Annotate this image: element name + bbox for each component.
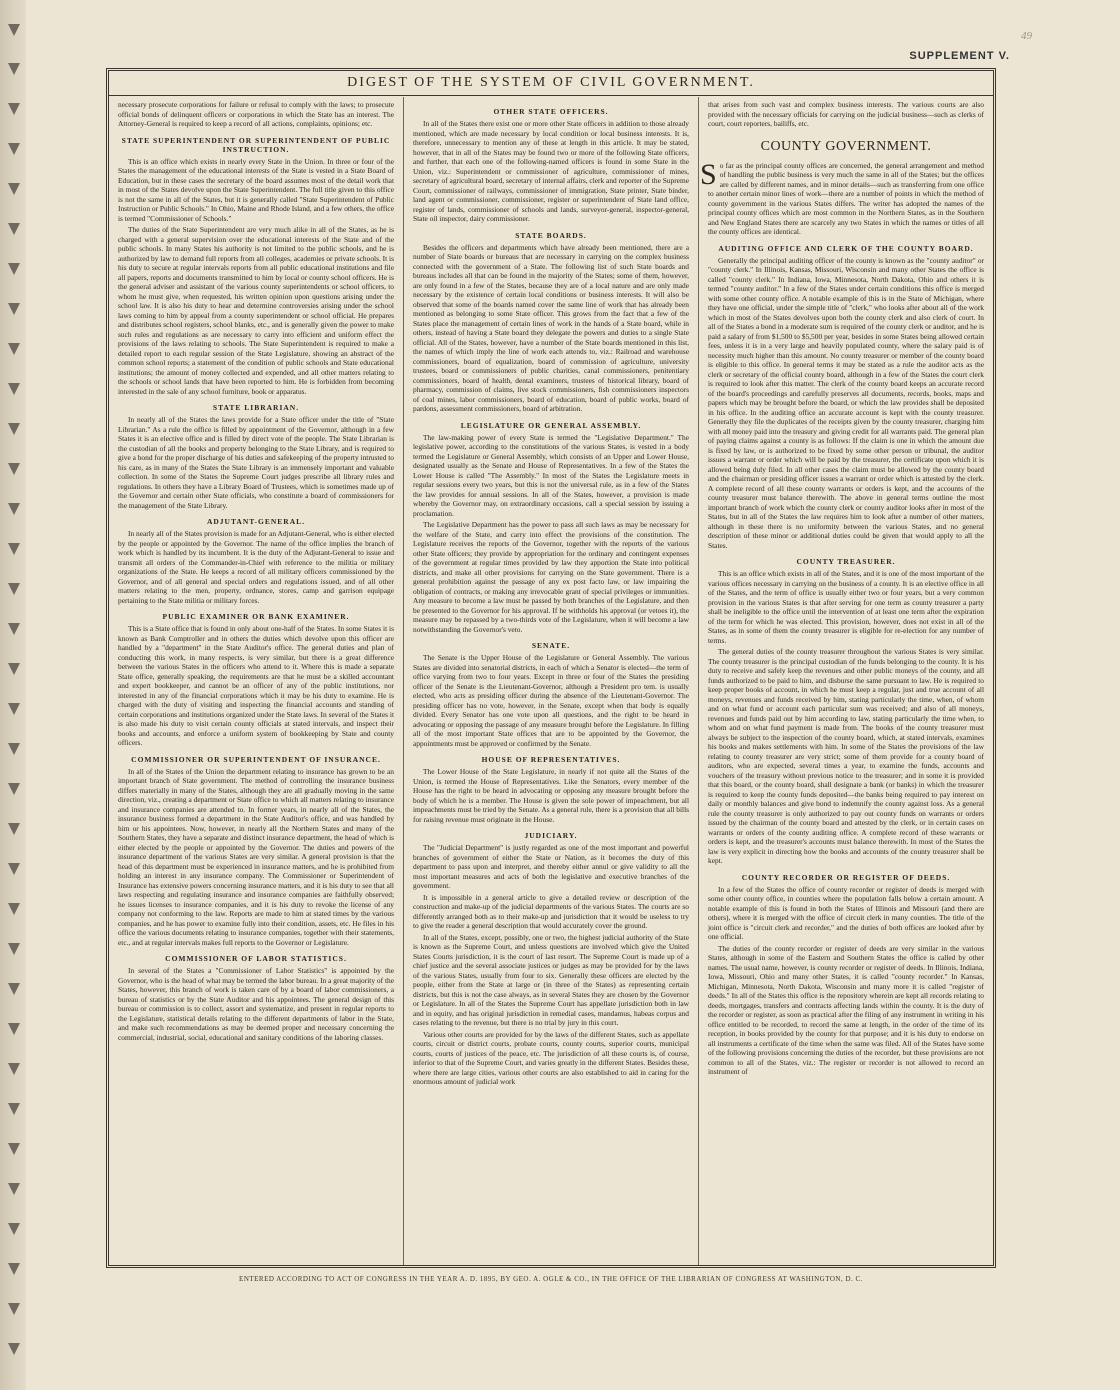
binding-ring (8, 383, 20, 395)
binding-ring (8, 1343, 20, 1355)
binding-strip (0, 0, 26, 1390)
binding-ring (8, 1023, 20, 1035)
section-heading: COMMISSIONER OF LABOR STATISTICS. (165, 954, 347, 963)
paragraph: In all of the States of the Union the department relating to insurance has grown to be an important branch of State government. The method of controlling the insurance business differs materially in many of the States, although they are all gradually moving in the same direction, viz., creating a department or State office to which all matters relating to insurance and insurance companies are attended to. In former years, in nearly all of the States, the insurance business formed a department in the State Auditor's office, and was handled by him or his appointees. Now, however, in nearly all the Northern States and many of the Southern States, they have a separate and distinct insurance department, the head of which is either elected by the people or appointed by the Governor. The duties and powers of the insurance department of the various States are very similar. A general provision is that the head of this department must be experienced in insurance matters, and he is prohibited from holding an interest in any insurance company. The Commissioner or Superintendent of Insurance has extensive powers concerning insurance matters, and it is his duty to see that all laws respecting and regulating insurance and insurance companies are faithfully observed; he issues licenses to insurance companies, and it is his duty to revoke the license of any company not conforming to the law. Reports are made to him at stated times by the various companies, and he has power to examine fully into their condition, assets, etc. He files in his office the various documents relating to insurance companies, together with their statements, etc., and at regular intervals makes full reports to the Governor or Legislature. (118, 766, 394, 947)
column-2 (403, 97, 698, 1265)
binding-ring (8, 143, 20, 155)
paragraph: that arises from such vast and complex business interests. The various courts are also provided with the necessary officials for carrying on the judicial business—such as clerks of court, court reporters, bailiffs, etc. (708, 100, 984, 128)
column-3 (698, 97, 993, 1265)
paragraph: This is a State office that is found in only about one-half of the States. In some States it is known as Bank Comptroller and in others the duties which devolve upon this officer are handled by a "department" in the State Auditor's office. The general duties and plan of conducting this work, in many respects, is very similar, but there is a great difference between the various States in the officers who attend to it. Where this is made a separate State office, generally speaking, the requirements are that he must be a skilled accountant and expert bookkeeper, and cannot be an officer of any of the public institutions, nor interested in any of the financial corporations which it may be his duty to examine. He is charged with the duty of visiting and inspecting the financial accounts and standing of certain corporations and institutions organized under the State laws. In several of the States it is also made his duty to visit certain county officials at stated intervals, and inspect their books and accounts, and enforce a uniform system of bookkeeping by State and county officers. (118, 624, 394, 747)
paragraph: The law-making power of every State is termed the "Legislative Department." The legislative power, according to the constitutions of the various States, is vested in a body termed the Legislature or General Assembly, which consists of an Upper and Lower House, designated usually as the Senate and House of Representatives. In a few of the States the Lower House is called "The Assembly." In most of the States the Legislature meets in regular sessions every two years, but this is not the universal rule, as in a few of the States the law provides for annual sessions. In all of the States, however, a provision is made whereby the Governor may, on extraordinary occasions, call a special session by issuing a proclamation. (413, 432, 689, 518)
page-number: 49 (1021, 30, 1032, 42)
binding-ring (8, 1183, 20, 1195)
paragraph: In a few of the States the office of county recorder or register of deeds is merged with some other county office, in counties where the population falls below a certain amount. A notable example of this is found in both the States of Illinois and Missouri (and there are others), where it is merged with the office of circuit clerk in many counties. The title of the joint office is "circuit clerk and recorder," and the duties of both offices are looked after by one official. (708, 884, 984, 941)
section-heading: STATE SUPERINTENDENT OR SUPERINTENDENT OF PUBLIC INSTRUCTION. (121, 135, 391, 154)
binding-ring (8, 863, 20, 875)
paragraph: It is impossible in a general article to give a detailed review or description of the construction and make-up of the judicial departments of the various States. The courts are so differently arranged both as to their make-up and jurisdiction that it would be useless to try to give the reader a general description that would accurately cover the ground. (413, 892, 689, 930)
paragraph: The "Judicial Department" is justly regarded as one of the most important and powerful branches of government of either the State or Nation, as it becomes the duty of this department to pass upon and interpret, and thereby either annul or give validity to all the most important measures and acts of both the legislative and executive branches of the government. (413, 843, 689, 890)
section-heading: OTHER STATE OFFICERS. (493, 107, 609, 116)
paragraph: In several of the States a "Commissioner of Labor Statistics" is appointed by the Governor, who is the head of what may be termed the labor bureau. In a great majority of the States, however, this branch of work is taken care of by a board of labor commissioners, a bureau of statistics or by the State Auditor and his appointees. The general design of this bureau or commission is to collect, assort and systematize, and present in regular reports to the Legislature, statistical details relating to the different departments of labor in the State, and make such recommendations as may be deemed proper and necessary concerning the commercial, industrial, social, educational and sanitary conditions of the laboring classes. (118, 966, 394, 1042)
binding-ring (8, 343, 20, 355)
binding-ring (8, 663, 20, 675)
paragraph (700, 157, 984, 237)
binding-ring (8, 743, 20, 755)
paragraph: In all of the States there exist one or more other State officers in addition to those already mentioned, which are made necessary by local condition or local business interests. It is, therefore, unnecessary to mention any of these at length in this article. It may be stated, however, that in all of the States may be found two or more of the following State officers, and further, that each one of the following-named officers is found in some State in the Union, viz.: Superintendent or commissioner of agriculture, commissioner of mines, secretary of agricultural board, secretary of internal affairs, clerk and reporter of the Supreme Court, commissioner of railways, commissioner of immigration, State printer, State binder, land agent or commissioner, commissioner, register or superintendent of State land office, register of lands, commissioner of schools and lands, surveyor-general, inspector-general, State oil inspector, dairy commissioner. (413, 119, 689, 223)
binding-ring (8, 1143, 20, 1155)
section-heading: ADJUTANT-GENERAL. (206, 517, 306, 526)
column-1 (109, 97, 403, 1265)
binding-ring (8, 1063, 20, 1075)
section-heading: HOUSE OF REPRESENTATIVES. (481, 755, 621, 764)
paragraph: The general duties of the county treasurer throughout the various States is very similar. The county treasurer is the principal custodian of the funds belonging to the county. It is his duty to receive and safely keep the revenues and other public moneys of the county, and all funds authorized to be paid to him, and disburse the same pursuant to law. He is required to keep proper books of account, in which he must keep a regular, just and true account of all moneys, revenues and funds received by him, stating particularly the time, when, of whom and on what fund or account each particular sum was received; and also of all moneys, revenues and funds paid out by him according to law, stating particularly the time when, to whom and on what fund payment is made from. The books of the county treasurer must always be subject to the inspection of the county board, which, at stated intervals, examines his books and makes settlements with him. In some of the States the provisions of the law relating to county treasurer are very strict; some of them provide for a county board of auditors, who are expected, several times a year, to examine the funds, accounts and vouchers of the treasury without previous notice to the treasurer; and in some it is provided that this board, or the county board, shall designate a bank (or banks) in which the treasurer is required to keep the county funds deposited—the banks being required to pay interest on daily or monthly balances and give bond to indemnify the county against loss. As a general rule the county treasurer is only authorized to pay out county funds on warrants or orders issued by the chairman of the county board and attested by the clerk, or in certain cases on warrants or orders of the county auditing office. A complete record of these warrants or orders is kept, and the treasurer's accounts must balance therewith. In most of the States the law is very explicit in directing how the books and accounts of the county treasurer shall be kept. (708, 647, 984, 865)
binding-ring (8, 463, 20, 475)
section-heading: AUDITING OFFICE AND CLERK OF THE COUNTY BOARD. (718, 243, 974, 253)
section-heading: SENATE. (531, 641, 571, 650)
paragraph: This is an office which exists in nearly every State in the Union. In three or four of the States the management of the educational interests of the State is vested in a State Board of Education, but in these cases the secretary of the board assumes most of the detail work that in most of the States devolve upon the State Superintendent. The full title given to this office is not the same in all of the States, but it is generally called "State Superintendent of Public Instruction or Public Schools." In Ohio, Maine and Rhode Island, and a few others, the office is termed "Commissioner of Schools." (118, 156, 394, 223)
binding-ring (8, 823, 20, 835)
drop-cap: S (700, 157, 717, 191)
paragraph: Besides the officers and departments which have already been mentioned, there are a number of State boards or bureaus that are necessary in carrying on the complex business connected with the government of a State. The following list of such State boards and bureaus includes all that can be found in the majority of the States; some of them, however, are only found in a few of the States, because they are of a local nature and are only made necessary by the existence of certain local conditions or business interests. It will also be observed that some of the boards named cover the same line of work that has already been mentioned as belonging to some State officer. This grows from the fact that a few of the States place the management of certain lines of work in the hands of a State board, while in others, instead of having a State board they delegate the powers and duties to a single State official. All of the States, however, have a number of the State boards mentioned in this list, the names of which imply the line of work each attends to, viz.: Railroad and warehouse commissioners, board of equalization, board of commission of agriculture, university trustees, board or commissioners of public charities, canal commissioners, penitentiary commissioners, board of health, dental examiners, trustees of historical library, board of pharmacy, commission of claims, live stock commissioners, fish commissioners inspectors of coal mines, labor commissioners, board of education, board of public works, board of pardons, assessment commissioners, board of arbitration. (413, 242, 689, 413)
binding-ring (8, 1103, 20, 1115)
binding-ring (8, 943, 20, 955)
page-title: DIGEST OF THE SYSTEM OF CIVIL GOVERNMENT. (109, 71, 993, 96)
columns (109, 97, 993, 1265)
binding-ring (8, 1223, 20, 1235)
paragraph-text: o far as the principal county offices are concerned, the general arrangement and method of handling the public business is very much the same in all of the States; but the offices are called by different names, and in minor details—such as transferring from one office to another certain minor lines of work—there are a number of points in which the method of county government in the various States differs. The writer has adopted the names of the principal county offices which are most common in the Northern States, as in the Southern and New England States there are scarcely any two States in which the names or titles of all the county offices are identical. (708, 160, 984, 236)
binding-ring (8, 503, 20, 515)
paragraph: In all of the States, except, possibly, one or two, the highest judicial authority of the State is known as the Supreme Court, and unless questions are involved which give the United States Courts jurisdiction, it is the court of last resort. The Supreme Court is made up of a chief justice and the several associate justices or judges as may be provided for by the laws of the various States, usually from four to six. Generally these officers are elected by the people, either from the State at large or (in three of the States) as representing certain districts, but this is not the case always, as in several States they are chosen by the Governor or Legislature. In all of the States the Supreme Court has appellate jurisdiction both in law and in equity, and has original jurisdiction in remedial cases, mandamus, habeas corpus and cases relating to the revenue, but there is no trial by jury in this court. (413, 932, 689, 1027)
binding-ring (8, 183, 20, 195)
paragraph: Generally the principal auditing officer of the county is known as the "county auditor" or "county clerk." In Illinois, Kansas, Missouri, Wisconsin and many other States the office is called "county clerk." In Indiana, Iowa, Minnesota, North Dakota, Ohio and others it is termed "county auditor." In a few of the States under certain conditions this office is merged with some other county office. A notable example of this is in the State of Michigan, where they have one official, under the simple title of "clerk," who looks after about all of the work which in most of the States devolves upon both the county clerk and also clerk of court. In all of the States a bond in a moderate sum is required of the county clerk or auditor, and he is paid a salary of from $1,500 to $5,500 per year, besides in some States being allowed certain fees, unless it is in a very large and heavily populated county, where the salary paid is of necessity much higher than this amount. No county treasurer or member of the county board is eligible to this office. In general terms it may be stated as a rule the auditor acts as the clerk or secretary of the official county board, although in a few of the States the court clerk is required to look after this matter. The clerk of the county board keeps an accurate record of the board's proceedings and carefully preserves all documents, records, books, maps and papers which may be brought before the board, or which the law provides shall be deposited in his office. In the auditing office an accurate account is kept with the county treasurer. Generally they file the duplicates of the receipts given by the county treasurer, charging him with all money paid into the treasury and giving credit for all warrants paid. The general plan of paying claims against a county is as follows: If the claim is one in which the amount due is fixed by law, or is authorized to be fixed by some other person or tribunal, the auditor issues a warrant or order which will be paid by the treasurer, the certificate upon which it is allowed being duly filed. In all other cases the claim must be allowed by the county board and the chairman or presiding officer issues a warrant or order which is attested by the clerk. A complete record of all these county warrants or orders is kept, and the accounts of the county treasurer must balance therewith. The above in general terms outline the most important branch of work which the county clerk or county auditor looks after in most of the States, but in all of the States the law requires him to look after a number of other matters, although in these there is no uniformity between the various States, and no general description of these minor or additional duties could be given that would apply to all the States. (708, 255, 984, 550)
paragraph: This is an office which exists in all of the States, and it is one of the most important of the various offices necessary in carrying on the business of a county. It is an elective office in all of the States, and the term of office is usually either two or four years, but a very common provision in the various States is that after serving for one term as county treasurer a party shall be ineligible to the office until the intervention of at least one term after the expiration of the term for which he was elected. This provision, however, does not exist in all of the States, as in some of them the county treasurer is eligible for re-election for any number of terms. (708, 569, 984, 645)
binding-ring (8, 24, 20, 36)
section-heading: STATE LIBRARIAN. (212, 403, 300, 412)
paragraph: The duties of the State Superintendent are very much alike in all of the States, as he is charged with a general supervision over the educational interests of the State and of the public schools. In many States his authority is not limited to the public schools, and he is authorized by law to demand full reports from all colleges, academies or private schools. It is his duty to secure at regular intervals reports from all public educational institutions and file all papers, reports and documents transmitted to him by local or county school officers. He is the general adviser and assistant of the various county superintendents or school officers, to whom he must give, when requested, his written opinion upon questions arising under the school law. It is also his duty to hear and determine controversies arising under the school laws coming to him by appeal from a county superintendent or school official. He prepares and distributes school registers, school blanks, etc., and is generally given the power to make such rules and regulations as are necessary to carry into efficient and uniform effect the provisions of the laws relating to schools. The State Superintendent is required to make a detailed report to each regular session of the State Legislature, showing an abstract of the common school reports; a statement of the condition of public schools and State educational institutions; the amount of money collected and expended, and all other matters relating to the schools or school lands that have been reported to him. He is forbidden from becoming interested in the sale of any school furniture, book or apparatus. (118, 225, 394, 396)
binding-ring (8, 903, 20, 915)
binding-ring (8, 1263, 20, 1275)
binding-ring (8, 783, 20, 795)
section-heading: COUNTY TREASURER. (796, 557, 896, 566)
binding-ring (8, 583, 20, 595)
section-heading: PUBLIC EXAMINER OR BANK EXAMINER. (162, 612, 350, 621)
section-heading: LEGISLATURE OR GENERAL ASSEMBLY. (460, 420, 642, 430)
section-heading: STATE BOARDS. (515, 230, 587, 240)
binding-ring (8, 223, 20, 235)
binding-ring (8, 543, 20, 555)
paragraph: Various other courts are provided for by the laws of the different States, such as appellate courts, circuit or district courts, probate courts, county courts, superior courts, municipal courts, courts of justices of the peace, etc. The jurisdiction of all these courts is, of course, inferior to that of the Supreme Court, and varies greatly in the different States. Besides these, where there are large cities, various other courts are also established to aid in caring for the enormous amount of judicial work (413, 1029, 689, 1086)
paragraph: The duties of the county recorder or register of deeds are very similar in the various States, although in some of the Eastern and Southern States the office is called by other names. The usual name, however, is county recorder or register of deeds. In Illinois, Indiana, Iowa, Missouri, Ohio and many other States, it is called "county recorder." In Kansas, Michigan, Minnesota, North Dakota, Wisconsin and many more it is called "register of deeds." In all of the States this office is the repository wherein are kept all records relating to deeds, mortgages, transfers and contracts affecting lands within the county. It is the duty of the recorder or register, as soon as practical after the filing of any instrument in writing in his office entitled to be recorded, to record the same at length, in the order of the time of its reception, in books provided by the county for that purpose; and it is his duty to endorse on all instruments a certificate of the time when the same was filed. All of the States have some of the following provisions concerning the duties of the recorder, but these provisions are not common to all of the States, viz.: The register or recorder is not allowed to record an instrument of (708, 943, 984, 1076)
section-heading: COUNTY RECORDER OR REGISTER OF DEEDS. (741, 872, 951, 882)
binding-ring (8, 703, 20, 715)
binding-ring (8, 623, 20, 635)
binding-ring (8, 103, 20, 115)
page-frame (106, 68, 996, 1268)
paragraph: The Legislative Department has the power to pass all such laws as may be necessary for the welfare of the State, and carry into effect the provisions of the constitution. The Legislature receives the reports of the Governor, together with the reports of the various other State officers; they provide by appropriation for the ordinary and contingent expenses of the government at regular times provided by law they apportion the State into political districts, and make all other provisions for carrying on the State government. There is a general prohibition against the passage of any ex post facto law, or law impairing the obligation of contracts, or making any irrevocable grant of special privileges or immunities. Any measure to become a law must be passed by both branches of the Legislature, and then be presented to the Governor for his approval. If he withholds his approval (or vetoes it), the measure may be repassed by a two-thirds vote of the Legislature, when it will become a law notwithstanding the Governor's veto. (413, 520, 689, 634)
binding-ring (8, 423, 20, 435)
binding-ring (8, 63, 20, 75)
county-government-heading: COUNTY GOVERNMENT. (760, 138, 932, 154)
binding-ring (8, 263, 20, 275)
copyright-footer: ENTERED ACCORDING TO ACT OF CONGRESS IN THE YEAR A. D. 1895, BY GEO. A. OGLE & CO., IN THE OFFICE OF THE LIBRARIAN OF CONGRESS AT WASHINGTON, D. C. (239, 1275, 863, 1283)
supplement-label: SUPPLEMENT V. (909, 50, 1010, 62)
section-heading: JUDICIARY. (524, 831, 578, 840)
paragraph: In nearly all of the States provision is made for an Adjutant-General, who is either elected by the people or appointed by the Governor. The name of the office implies the branch of work which is handled by its incumbent. It is the duty of the Adjutant-General to issue and transmit all orders of the Commander-in-Chief with reference to the militia or military organizations of the State. He keeps a record of all military officers commissioned by the Governor, and of all general and special orders and regulations issued, and of all other matters relating to the men, property, ordnance, stores, camp and garrison equipage pertaining to the State militia or military forces. (118, 529, 394, 605)
paragraph: The Senate is the Upper House of the Legislature or General Assembly. The various States are divided into senatorial districts, in each of which a Senator is elected—the term of office varying from two to four years. Except in three or four of the States the presiding officer of the Senate is the Lieutenant-Governor, although a President pro tem. is usually elected, who acts as presiding officer during the absence of the Lieutenant-Governor. The presiding officer has no vote, however, in the Senate, except when that body is equally divided. Every Senator has one vote upon all questions, and the right to be heard in advocating or opposing the passage of any measure brought before the Legislature. In filling all of the most important State offices that are to be appointed by the Governor, the appointments must be approved or confirmed by the Senate. (413, 653, 689, 748)
paragraph: necessary prosecute corporations for failure or refusal to comply with the laws; to prosecute official bonds of delinquent officers or corporations in which the State has an interest. The Attorney-General is required to keep a record of all actions, complaints, opinions; etc. (118, 100, 394, 128)
paragraph: In nearly all of the States the laws provide for a State officer under the title of "State Librarian." As a rule the office is filled by appointment of the Governor, although in a few States it is an elective office and is filled by direct vote of the people. The State Librarian is the custodian of all the books and property belonging to the State Library, and is required to give a bond for the proper discharge of his duties and safekeeping of the property intrusted to his care, as in many of the States the State Library is an immensely important and valuable collection. In some of the States the Supreme Court judges prescribe all library rules and regulations. In others they have a Library Board of Trustees, which is sometimes made up of the Governor and certain other State officials, who constitute a board of commissioners for the management of the State Library. (118, 415, 394, 510)
binding-ring (8, 983, 20, 995)
section-heading: COMMISSIONER OR SUPERINTENDENT OF INSURANCE. (131, 754, 381, 764)
binding-ring (8, 1303, 20, 1315)
binding-ring (8, 303, 20, 315)
paragraph: The Lower House of the State Legislature, in nearly if not quite all the States of the Union, is termed the House of Representatives. Like the Senators, every member of the House has the right to be heard in advocating or opposing any measure brought before the body of which he is a member. The House is given the sole power of impeachment, but all impeachments must be tried by the Senate. As a general rule, there is a provision that all bills for raising revenue must originate in the House. (413, 767, 689, 824)
